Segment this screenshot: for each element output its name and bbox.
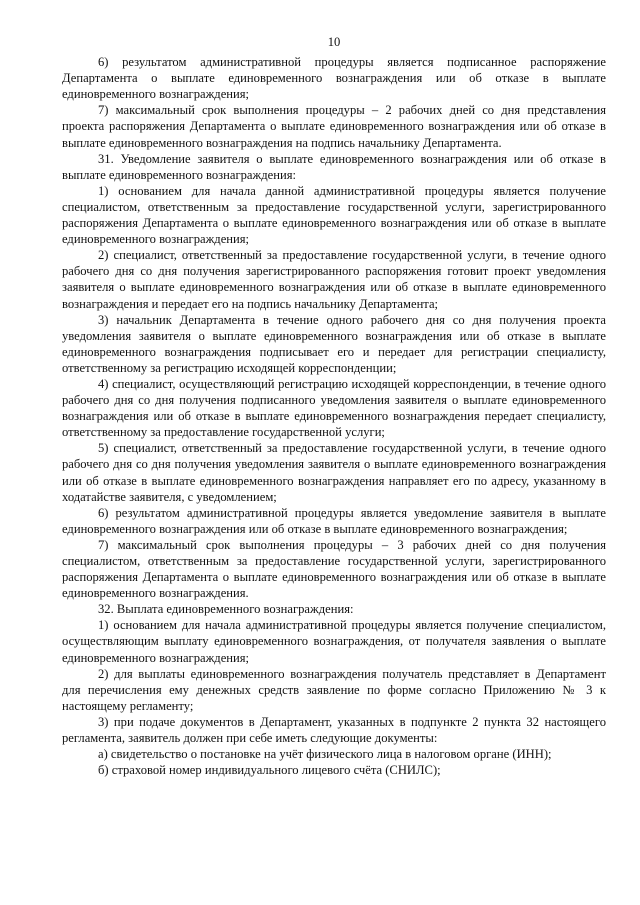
paragraph-6-result-order: 6) результатом административной процедуры является подписанное распоряжение Департамента о выплате единовременного вознаграждения или об отказе в выплате единовременного вознаграждения;	[62, 55, 606, 102]
section-31-heading: 31. Уведомление заявителя о выплате единовременного вознаграждения или об отказе в выплате единовременного вознаграждения:	[62, 151, 606, 182]
section-31-item-1: 1) основанием для начала данной административной процедуры является получение специалистом, ответственным за предоставление государственной услуги, зарегистрированного распоряжения Департамента о выплате единовременного вознаграждения или об отказе в выплате единовременного вознаграждения;	[62, 183, 606, 247]
page-number: 10	[327, 35, 341, 49]
section-32-item-1: 1) основанием для начала административной процедуры является получение специалистом, осуществляющим выплату единовременного вознаграждения, от получателя заявления о выплате единовременного вознаграждения;	[62, 618, 606, 665]
document-page	[62, 34, 606, 778]
paragraph-7-deadline-order: 7) максимальный срок выполнения процедуры – 2 рабочих дней со дня представления проекта распоряжения Департамента о выплате единовременного вознаграждения или об отказе в выплате единовременного вознаграждения на подпись начальнику Департамента.	[62, 103, 606, 150]
section-31-item-5: 5) специалист, ответственный за предоставление государственной услуги, в течение одного рабочего дня со дня получения уведомления заявителя о выплате единовременного вознаграждения или об отказе в выплате единовременного вознаграждения направляет его по адресу, указанному в ходатайстве заявителя, с уведомлением;	[62, 441, 606, 504]
section-31-item-3: 3) начальник Департамента в течение одного рабочего дня со дня получения проекта уведомления заявителя о выплате единовременного вознаграждения или об отказе в выплате единовременного вознаграждения подписывает его и передает для регистрации специалисту, ответственному за регистрацию исходящей корреспонденции;	[62, 312, 606, 375]
section-31-item-6: 6) результатом административной процедуры является уведомление заявителя в выплате единовременного вознаграждения или об отказе в выплате единовременного вознаграждения;	[62, 505, 606, 536]
section-32-item-3: 3) при подаче документов в Департамент, указанных в подпункте 2 пункта 32 настоящего регламента, заявитель должен при себе иметь следующие документы:	[62, 714, 606, 746]
section-32-item-3b-snils: б) страховой номер индивидуального лицевого счёта (СНИЛС);	[98, 763, 441, 778]
section-31-item-4: 4) специалист, осуществляющий регистрацию исходящей корреспонденции, в течение одного рабочего дня со дня получения подписанного уведомления заявителя о выплате единовременного вознаграждения или об отказе в выплате единовременного вознаграждения передает специалисту, ответственному за предоставление государственной услуги;	[62, 376, 606, 440]
section-32-item-2: 2) для выплаты единовременного вознаграждения получатель представляет в Департамент для перечисления ему денежных средств заявление по форме согласно Приложению № 3 к настоящему регламенту;	[62, 666, 606, 713]
section-32-item-3a-inn: а) свидетельство о постановке на учёт физического лица в налоговом органе (ИНН);	[98, 747, 552, 762]
section-31-item-2: 2) специалист, ответственный за предоставление государственной услуги, в течение одного рабочего дня со дня получения зарегистрированного распоряжения готовит проект уведомления заявителя о выплате единовременного вознаграждения или об отказе в выплате единовременного вознаграждения и передает его на подпись начальнику Департамента;	[62, 248, 606, 311]
section-31-item-7: 7) максимальный срок выполнения процедуры – 3 рабочих дней со дня получения специалистом, ответственным за предоставление государственной услуги, зарегистрированного распоряжения Департамента о выплате единовременного вознаграждения или об отказе в выплате единовременного вознаграждения.	[62, 537, 606, 601]
section-32-heading: 32. Выплата единовременного вознаграждения:	[98, 602, 354, 617]
